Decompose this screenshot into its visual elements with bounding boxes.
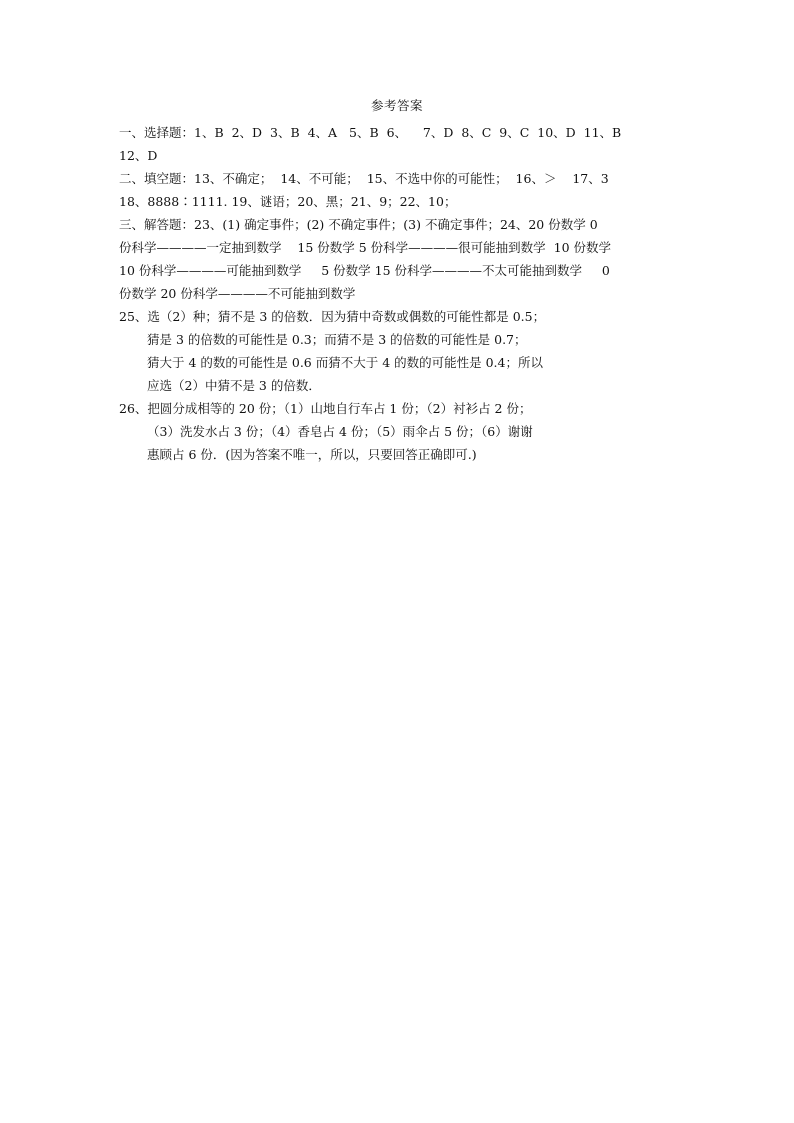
- answer-line: 猜大于 4 的数的可能性是 0.6 而猜不大于 4 的数的可能性是 0.4；所以: [147, 355, 543, 370]
- answer-line: 惠顾占 6 份．(因为答案不唯一，所以，只要回答正确即可.): [147, 447, 477, 462]
- answer-line: 二、填空题：13、不确定； 14、不可能； 15、不选中你的可能性； 16、＞ 17、3: [119, 171, 609, 186]
- page-title: 参考答案: [370, 98, 423, 113]
- answer-line: 应选（2）中猜不是 3 的倍数．: [147, 378, 321, 393]
- answer-line: （3）洗发水占 3 份；（4）香皂占 4 份；（5）雨伞占 5 份；（6）谢谢: [147, 424, 533, 439]
- answer-line: 25、选（2）种；猜不是 3 的倍数．因为猜中奇数或偶数的可能性都是 0.5；: [119, 309, 546, 324]
- answer-line: 三、解答题：23、(1) 确定事件；(2) 不确定事件；(3) 不确定事件；24、20 份数学 0: [119, 217, 598, 232]
- answer-line: 10 份科学————可能抽到数学 5 份数学 15 份科学————不太可能抽到数学 0: [119, 263, 610, 278]
- answer-line: 一、选择题：1、B 2、D 3、B 4、A 5、B 6、 7、D 8、C 9、C 10、D 11、B: [119, 125, 622, 140]
- answer-line: 26、把圆分成相等的 20 份；（1）山地自行车占 1 份；（2）衬衫占 2 份；: [119, 401, 532, 416]
- answer-line: 份科学————一定抽到数学 15 份数学 5 份科学————很可能抽到数学 10 份数学: [119, 240, 611, 255]
- answer-line: 猜是 3 的倍数的可能性是 0.3；而猜不是 3 的倍数的可能性是 0.7；: [147, 332, 527, 347]
- answer-line: 18、8888∶1111. 19、谜语；20、黑；21、9；22、10；: [119, 194, 457, 209]
- answer-line: 份数学 20 份科学————不可能抽到数学: [119, 286, 356, 301]
- answer-content: [119, 121, 679, 466]
- answer-line: 12、D: [119, 148, 158, 163]
